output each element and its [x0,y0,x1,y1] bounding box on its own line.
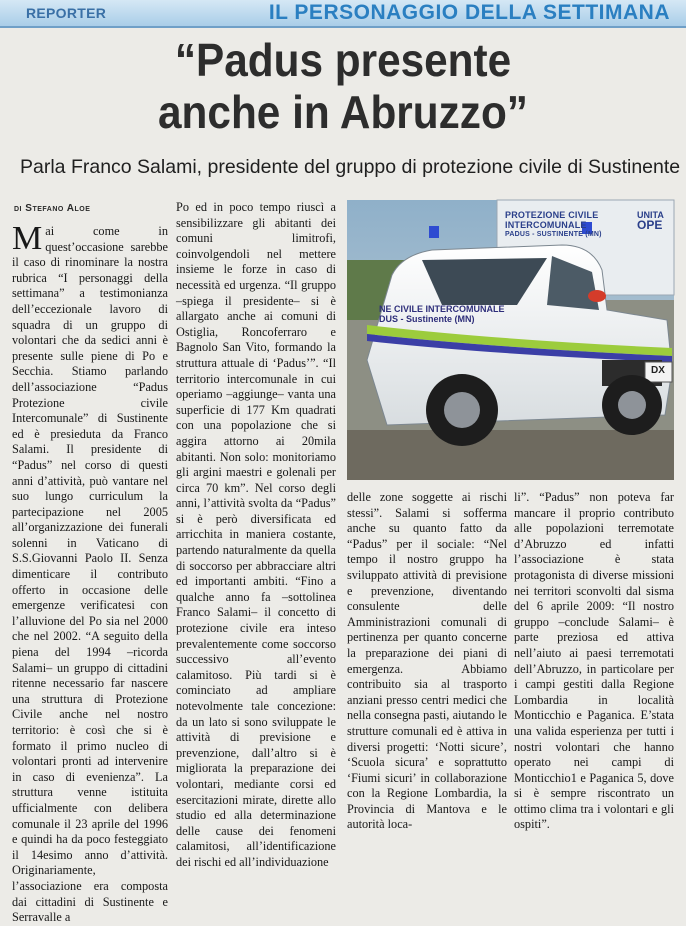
headline-line-1: “Padus presente [174,34,512,86]
article-column-4: li”. “Padus” non poteva far mancare il proprio contributo alle popolazioni terremotate d’Abruzzo ed infatti l’associazione è stata protagonista di diverse missioni nei territori sconvolti dal sisma del 6 aprile 2009: “Il nostro gruppo –conclude Salami– è parte preziosa ed attiva nell’aiuto ai paesi terremotati dell’Abruzzo, in particolare per i campi gestiti dalla Regione Lombardia in località Monticchio e Paganica. E’stata una valida esperienza per tutti i nostri volontari che hanno operato nei campi di Monticchio1 e Paganica 5, dove si è sempre riscontrato un ottimo clima tra i volontari e gli ospiti”. [514,490,674,832]
vehicle-illustration [347,200,674,480]
door-line-2: DUS - Sustinente (MN) [379,314,475,324]
door-lettering [379,304,505,324]
feature-label: IL PERSONAGGIO DELLA SETTIMANA [268,1,670,24]
article-column-3: delle zone soggette ai rischi stessi”. Salami si sofferma anche su quanto fatto da “Padus” per il sociale: “Nel tempo il nostro gruppo ha sviluppato attività di previsione e prevenzione, diventando consulente delle Amministrazioni comunali di pertinenza per quanto concerne la preparazione dei piani di emergenza. Abbiamo contribuito sia al trasporto anziani presso centri medici che nella consegna pasti, aiutando le strutture comunali ed è attiva in diversi progetti: ‘Notti sicure’, ‘Scuola sicura’ e soprattutto ‘Fiumi sicuri’ in collaborazione con la Regione Lombardia, la Provincia di Mantova e le autorità loca- [347,490,507,832]
headline [27,34,658,138]
column-1-text: ai come in quest’occasione sarebbe il caso di rinominare la nostra rubrica “I personaggi della settimana” a testimonianza dell’eccezionale lavoro di squadra di un gruppo di volontari che da sedici anni è presente sulle piene di Po e Secchia. Stiamo parlando dell’associazione “Padus Protezione civile Intercomunale” di Sustinente ed è presieduta da Franco Salami. Il presidente di “Padus” nel corso di questi anni d’attività, può vantare nel suo lungo curriculum la partecipazione nel 2005 all’organizzazione dei funerali solenni in Vaticano di S.S.Giovanni Paolo II. Senza dimenticare il contributo offerto in occasione delle emergenze verificatesi con l’alluvione del Po sia nel 2000 che nel 2002. “A seguito della piena del 1994 –ricorda Salami– un gruppo di cittadini ritenne necessario far nascere una struttura di Protezione Civile anche nel nostro territorio: è così che si è formato il primo nucleo di volontari pronti ad intervenire in caso di evenienza”. La struttura venne istituita ufficialmente con delibera comunale il 23 aprile del 1996 e quindi ha da poco festeggiato il 14esimo anno d’attività. Originariamente, l’associazione era composta dai cittadini di Sustinente e Serravalle a [12,224,168,925]
truck-sign-right-line-2: OPE [637,218,663,232]
truck-sign-right [637,210,664,230]
subtitle: Parla Franco Salami, presidente del gruppo di protezione civile di Sustinente [20,156,681,178]
truck-sign-right-line-1: UNITA [637,210,664,220]
byline: di Stefano Aloe [14,203,91,214]
headline-line-2: anche in Abruzzo” [158,86,528,138]
header-bar [0,0,686,28]
photo-vehicle [347,200,674,480]
truck-sign-line-3: PADUS - SUSTINENTE (MN) [505,231,602,238]
drop-cap: M [12,220,43,257]
article-column-2: Po ed in poco tempo riuscì a sensibilizzare gli abitanti dei comuni limitrofi, coinvolgendoli nel mettere insieme le forze in caso di necessità ed urgenza. “Il gruppo –spiega il presidente– si è allargato anche ai comuni di Ostiglia, Roncoferraro e Bagnolo San Vito, formando la struttura attuale di ‘Padus’”. “Il territorio intercomunale in cui operiamo –aggiunge– vanta una superficie di 177 Km quadrati con una popolazione che si aggira attorno ai 20mila abitanti. Non solo: monitoriamo gli argini maestri e golenali per circa 70 km”. Nel corso degli anni, l’attività svolta da “Padus” si è però diversificata ed arricchita in maniera costante, partendo naturalmente da quella di soccorso per abbracciare altri ed importanti ambiti. “Fino a qualche anno fa –sottolinea Franco Salami– il concetto di protezione civile era inteso prevalentemente come soccorso successivo all’evento calamitoso. Più tardi si è cominciato ad ampliare notevolmente tale concezione: da un lato si sono sviluppate le attività di previsione e prevenzione, dall’altro si è migliorata la preparazione dei volontari, mediante corsi ed esercitazioni mirate, dirette allo studio ed alla determinazione delle cause dei fenomeni calamitosi, all’identificazione dei rischi ed all’individuazione [176,200,336,869]
truck-sign [505,210,602,240]
license-plate: DX [651,365,665,376]
door-line-1: NE CIVILE INTERCOMUNALE [379,304,505,314]
truck-sign-line-2: INTERCOMUNALE [505,220,587,230]
section-label: REPORTER [26,5,107,21]
truck-sign-line-1: PROTEZIONE CIVILE [505,210,599,220]
article-column-1 [12,220,168,925]
